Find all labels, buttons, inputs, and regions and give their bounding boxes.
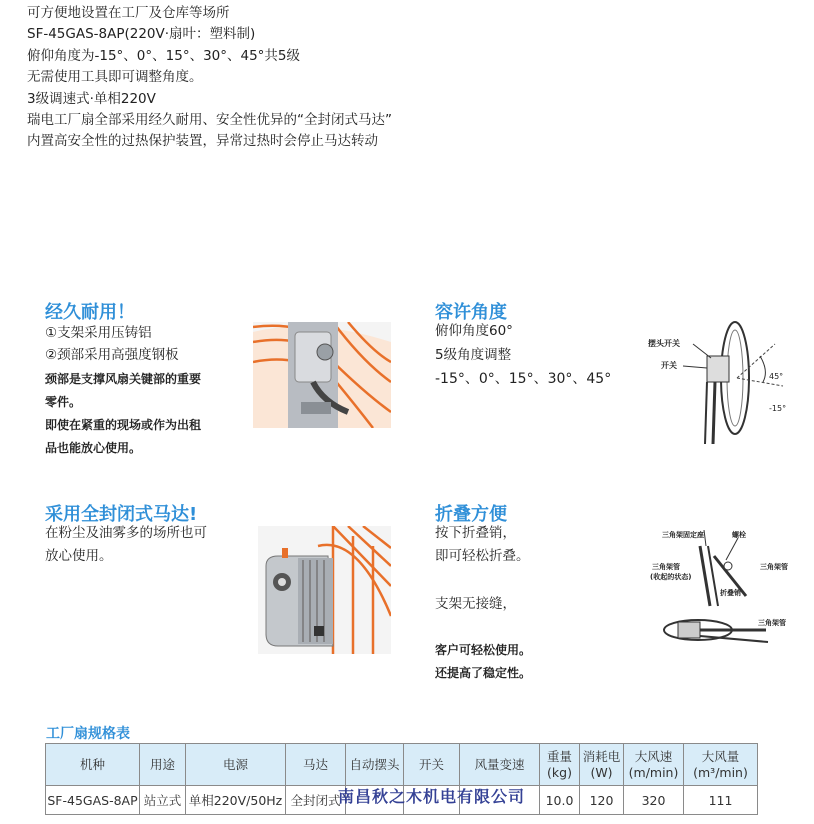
fold-label-folded-state: (收起的状态) xyxy=(650,573,692,581)
spec-cell: 320 xyxy=(624,786,684,815)
fold-label-tripod-folded: 三角架管 xyxy=(652,563,680,571)
motor-photo xyxy=(258,526,391,654)
fold-line: 按下折叠销， xyxy=(435,525,516,541)
switch-label: 开关 xyxy=(661,361,677,370)
fold-label-tripod2: 三角架管 xyxy=(758,619,786,627)
fold-label-tripod: 三角架管 xyxy=(760,563,788,571)
spec-header: 用途 xyxy=(140,744,186,786)
spec-title: 工厂扇规格表 xyxy=(46,726,130,742)
spec-cell: 单相220V/50Hz xyxy=(186,786,286,815)
durable-bold-line: 颈部是支撑风扇关键部的重要 xyxy=(45,372,202,386)
angle-line: -15°、0°、15°、30°、45° xyxy=(435,371,612,387)
fold-diagram xyxy=(648,526,798,656)
durable-bold-line: 即使在紧重的现场或作为出租 xyxy=(45,418,202,432)
angle-line: 俯仰角度60° xyxy=(435,323,513,339)
intro-line: 瑞电工厂扇全部采用经久耐用、安全性优异的“全封闭式马达” xyxy=(27,112,392,129)
durable-bold-line: 品也能放心使用。 xyxy=(45,441,142,455)
spec-header: 开关 xyxy=(404,744,460,786)
durable-bold-line: 零件。 xyxy=(45,395,82,409)
intro-text xyxy=(27,3,392,153)
fold-label-fixed-seat: 三角架固定座 xyxy=(662,531,704,539)
angle-diagram xyxy=(645,316,795,446)
fold-line: 即可轻松折叠。 xyxy=(435,548,530,564)
intro-line: 俯仰角度为-15°、0°、15°、30°、45°共5级 xyxy=(27,47,301,64)
spec-header: 消耗电 (W) xyxy=(580,744,624,786)
fold-label-bolt: 螺栓 xyxy=(732,531,746,539)
intro-line: 可方便地设置在工厂及仓库等场所 xyxy=(27,5,230,21)
fold-title: 折叠方便 xyxy=(435,504,507,525)
spec-cell: 120 xyxy=(580,786,624,815)
company-watermark: 南昌秋之木机电有限公司 xyxy=(338,787,526,806)
motor-title: 采用全封闭式马达! xyxy=(45,504,198,525)
spec-header: 风量变速 xyxy=(460,744,540,786)
fold-line: 支架无接缝， xyxy=(435,596,516,612)
durable-line: ①支架采用压铸铝 xyxy=(45,325,152,341)
fold-bold-line: 客户可轻松使用。 xyxy=(435,643,532,657)
spec-cell: 10.0 xyxy=(540,786,580,815)
durable-title: 经久耐用！ xyxy=(45,302,135,323)
spec-cell: 111 xyxy=(684,786,758,815)
intro-line: 无需使用工具即可调整角度。 xyxy=(27,69,203,86)
angle-title: 容许角度 xyxy=(435,302,507,323)
fold-label-pin: 折叠销 xyxy=(720,589,741,597)
motor-line: 放心使用。 xyxy=(45,548,113,564)
spec-header: 马达 xyxy=(286,744,346,786)
spec-header: 大风量 (m³/min) xyxy=(684,744,758,786)
intro-line: 内置高安全性的过热保护装置，异常过热时会停止马达转动 xyxy=(27,133,378,150)
durable-line: ②颈部采用高强度钢板 xyxy=(45,347,179,363)
fold-bold-line: 还提高了稳定性。 xyxy=(435,666,532,680)
angle-line: 5级角度调整 xyxy=(435,347,512,363)
spec-header: 电源 xyxy=(186,744,286,786)
swing-switch-label: 摆头开关 xyxy=(648,339,680,348)
spec-cell: 全封闭式 xyxy=(286,786,346,815)
spec-header: 机种 xyxy=(46,744,140,786)
spec-cell: 站立式 xyxy=(140,786,186,815)
neck-bracket-photo xyxy=(253,322,391,428)
motor-line: 在粉尘及油雾多的场所也可 xyxy=(45,525,207,541)
spec-header: 重量 (kg) xyxy=(540,744,580,786)
spec-header: 自动摆头 xyxy=(346,744,404,786)
angle-down-label: -15° xyxy=(769,404,787,413)
intro-line: 3级调速式·单相220V xyxy=(27,90,156,107)
spec-cell: SF-45GAS-8AP xyxy=(46,786,140,815)
intro-line: SF-45GAS-8AP(220V·扇叶：塑料制) xyxy=(27,26,256,43)
spec-header: 大风速 (m/min) xyxy=(624,744,684,786)
spec-header-row xyxy=(46,744,758,786)
angle-up-label: 45° xyxy=(769,372,784,381)
